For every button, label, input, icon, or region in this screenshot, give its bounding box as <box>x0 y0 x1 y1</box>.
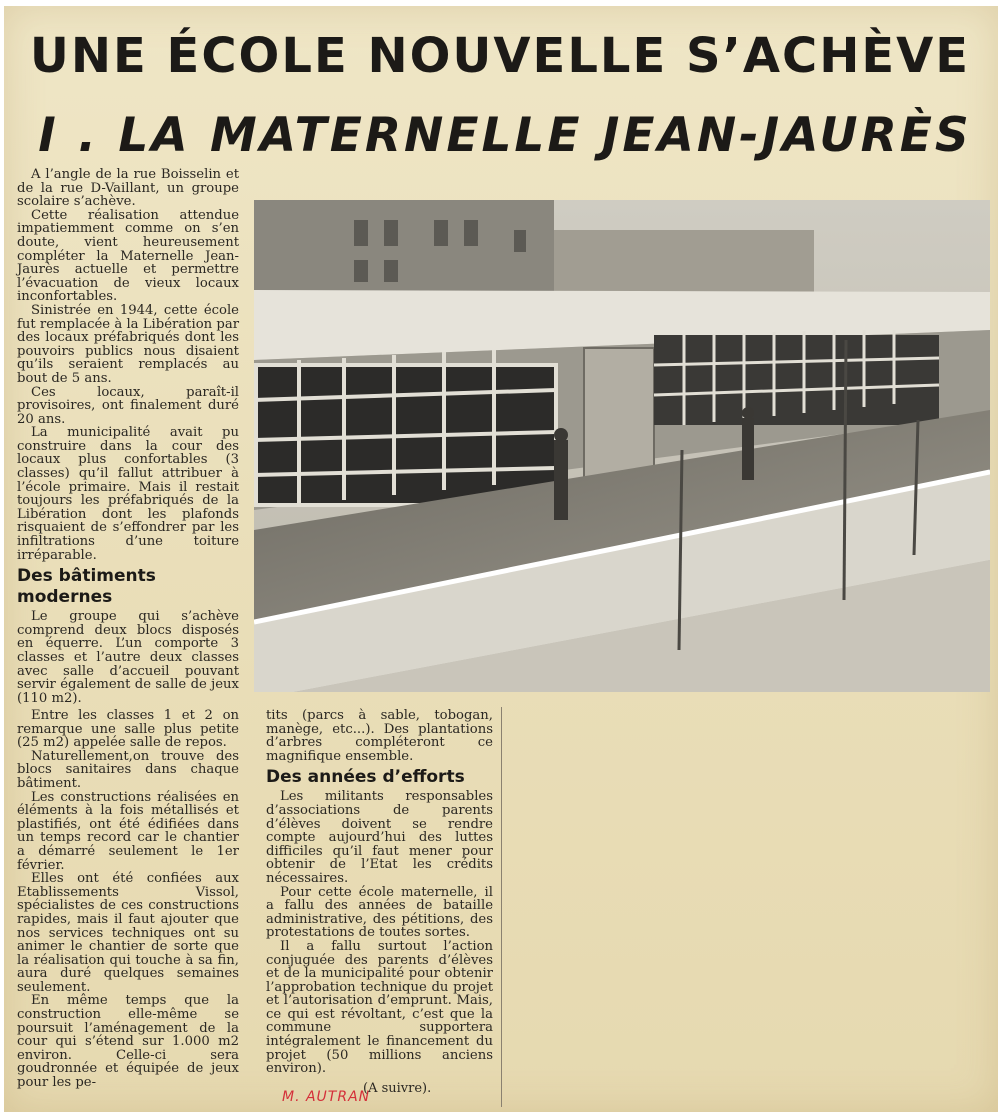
author-signature: M. AUTRAN <box>282 1089 371 1105</box>
paragraph: Il a fallu surtout l’action conjuguée des parents d’élèves et de la municipalité pour obtenir l’approbation technique du projet et l’autorisation d’emprunt. Mais, ce qui est révoltant, c’est que la commune supportera intégralement le financement du projet (50 millions anciens environ). <box>266 938 493 1077</box>
article-column-1 <box>17 168 239 705</box>
paragraph: Cette réalisation attendue impatiemment comme on s’en doute, vient heureusement compléter la Maternelle Jean-Jaurès actuelle et permettre l’évacuation de vieux locaux inconfortables. <box>17 207 239 305</box>
paragraph: Pour cette école maternelle, il a fallu des années de bataille administrative, des pétitions, des protestations de toutes sortes. <box>266 884 493 941</box>
article-column-3 <box>266 709 493 1076</box>
section-heading-efforts: Des années d’efforts <box>266 767 465 788</box>
school-building-photo <box>254 200 990 692</box>
paragraph: Ces locaux, paraît-il provisoires, ont finalement duré 20 ans. <box>17 384 239 427</box>
continued-note: (A suivre). <box>363 1081 432 1096</box>
subheadline: I . LA MATERNELLE JEAN-JAURÈS <box>38 108 972 163</box>
paragraph: Les constructions réalisées en éléments à la fois métallisés et plastifiés, ont été édifiées dans un temps record car le chantier a démarré seulement le 1er février. <box>17 789 239 873</box>
paragraph: Les militants responsables d’associations de parents d’élèves doivent se rendre compte aujourd’hui des luttes difficiles qu’il faut mener pour obtenir de l’Etat les crédits nécessaires. <box>266 789 493 886</box>
paragraph: tits (parcs à sable, tobogan, manège, etc...). Des plantations d’arbres compléteront ce magnifique ensemble. <box>266 708 493 764</box>
paragraph: Le groupe qui s’achève comprend deux blocs disposés en équerre. L’un comporte 3 classes et l’autre deux classes avec salle d’accueil pouvant servir également de salle de jeux (110 m2). <box>17 609 239 706</box>
paragraph: Entre les classes 1 et 2 on remarque une salle plus petite (25 m2) appelée salle de repos. <box>17 708 239 751</box>
paragraph: A l’angle de la rue Boisselin et de la rue D-Vaillant, un groupe scolaire s’achève. <box>17 167 239 210</box>
column-divider <box>501 707 502 1107</box>
section-heading-batiments: Des bâtiments modernes <box>17 566 156 608</box>
paragraph: Naturellement,on trouve des blocs sanitaires dans chaque bâtiment. <box>17 748 239 791</box>
paragraph: Sinistrée en 1944, cette école fut remplacée à la Libération par des locaux préfabriqués dont les pouvoirs publics nous disaient qu’ils seraient remplacés au bout de 5 ans. <box>17 302 239 386</box>
article-column-2 <box>17 709 239 1090</box>
headline: UNE ÉCOLE NOUVELLE S’ACHÈVE <box>29 28 971 84</box>
paragraph: Elles ont été confiées aux Etablissements Vissol, spécialistes de ces constructions rapides, mais il faut ajouter que nos services techniques ont su animer le chantier de sorte que la réalisation qui touche à sa fin, aura duré quelques semaines seulement. <box>17 871 239 995</box>
paragraph: La municipalité avait pu construire dans la cour des locaux plus confortables (3 classes) qu’il fallut attribuer à l’école primaire. Mais il restait toujours les préfabriqués de la Libération dont les plafonds risquaient de s’effondrer par les infiltrations d’une toiture irréparable. <box>17 425 239 563</box>
paragraph: En même temps que la construction elle-même se poursuit l’aménagement de la cour qui s’étend sur 1.000 m2 environ. Celle-ci sera goudronnée et équipée de jeux pour les pe- <box>17 993 239 1091</box>
